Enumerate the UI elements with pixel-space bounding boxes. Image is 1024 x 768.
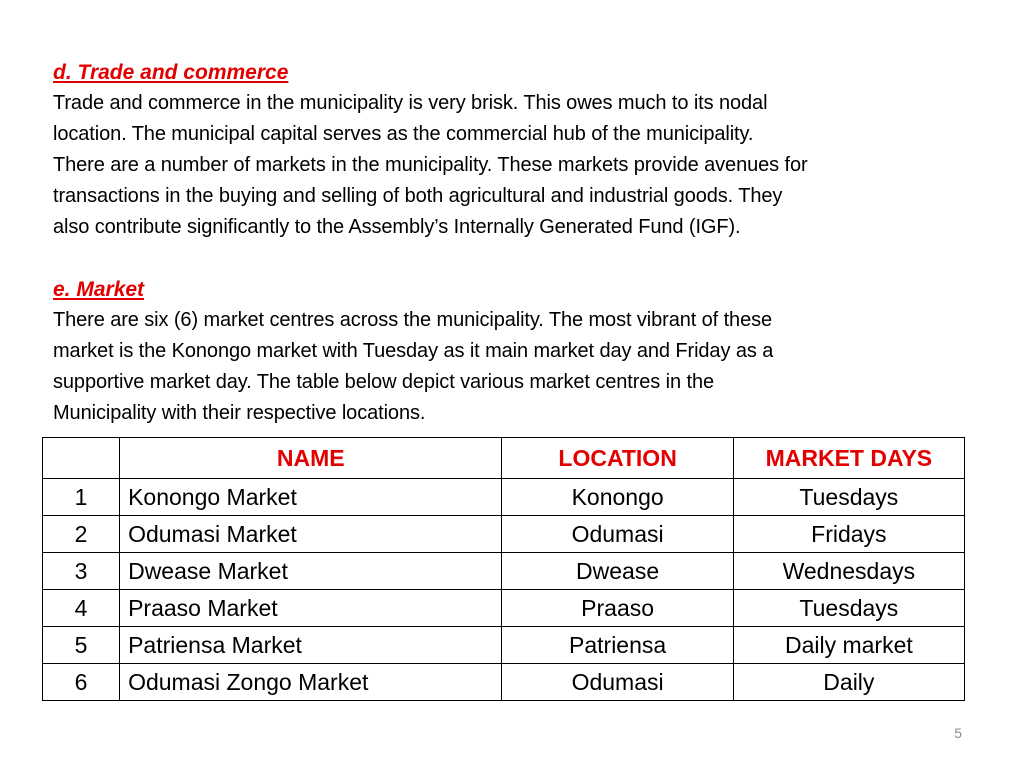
trade-line: Trade and commerce in the municipality is very brisk. This owes much to its nodal [53, 92, 768, 114]
trade-section [53, 58, 983, 243]
trade-line: location. The municipal capital serves as the commercial hub of the municipality. [53, 123, 754, 145]
market-name: Praaso Market [120, 590, 502, 627]
row-number: 1 [43, 479, 120, 516]
market-days: Fridays [733, 516, 964, 553]
market-days: Tuesdays [733, 479, 964, 516]
market-location: Dwease [502, 553, 733, 590]
row-number: 3 [43, 553, 120, 590]
table-row [43, 553, 965, 590]
market-location: Odumasi [502, 664, 733, 701]
market-line: market is the Konongo market with Tuesday as it main market day and Friday as a [53, 340, 774, 362]
market-table [42, 437, 965, 701]
header-location: LOCATION [502, 438, 733, 479]
market-name: Odumasi Market [120, 516, 502, 553]
market-section [53, 275, 983, 429]
header-market-days: MARKET DAYS [733, 438, 964, 479]
market-name: Patriensa Market [120, 627, 502, 664]
header-number [43, 438, 120, 479]
market-location: Konongo [502, 479, 733, 516]
trade-heading: d. Trade and commerce [53, 61, 289, 84]
table-row [43, 590, 965, 627]
market-days: Daily [733, 664, 964, 701]
market-location: Odumasi [502, 516, 733, 553]
table-row [43, 516, 965, 553]
market-line: supportive market day. The table below depict various market centres in the [53, 371, 714, 393]
table-row [43, 664, 965, 701]
market-days: Wednesdays [733, 553, 964, 590]
trade-line: transactions in the buying and selling of both agricultural and industrial goods. They [53, 185, 783, 207]
market-location: Patriensa [502, 627, 733, 664]
market-days: Tuesdays [733, 590, 964, 627]
market-location: Praaso [502, 590, 733, 627]
row-number: 5 [43, 627, 120, 664]
page-number: 5 [954, 725, 962, 741]
row-number: 6 [43, 664, 120, 701]
table-row [43, 479, 965, 516]
row-number: 4 [43, 590, 120, 627]
row-number: 2 [43, 516, 120, 553]
header-name: NAME [120, 438, 502, 479]
market-line: Municipality with their respective locations. [53, 402, 426, 424]
market-name: Dwease Market [120, 553, 502, 590]
trade-line: also contribute significantly to the Assembly’s Internally Generated Fund (IGF). [53, 216, 741, 238]
market-name: Konongo Market [120, 479, 502, 516]
table-header-row [43, 438, 965, 479]
market-name: Odumasi Zongo Market [120, 664, 502, 701]
market-line: There are six (6) market centres across the municipality. The most vibrant of these [53, 309, 773, 331]
market-days: Daily market [733, 627, 964, 664]
market-heading: e. Market [53, 278, 145, 301]
table-row [43, 627, 965, 664]
trade-line: There are a number of markets in the municipality. These markets provide avenues for [53, 154, 808, 176]
